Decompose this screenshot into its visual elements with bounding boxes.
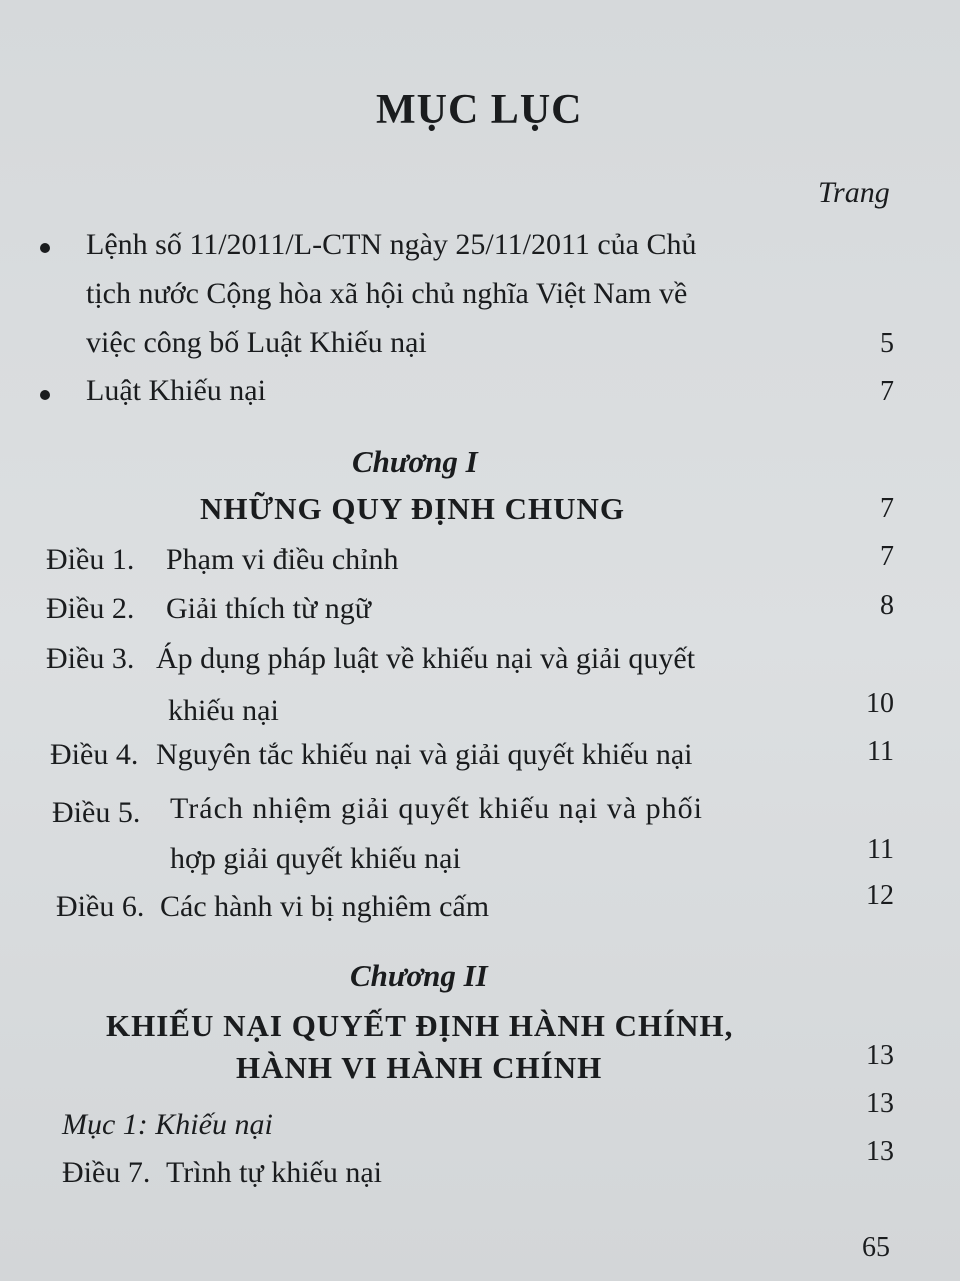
article-label: Điều 3. xyxy=(46,642,135,675)
toc-page-number: 10 xyxy=(866,688,894,719)
article-title: Giải thích từ ngữ xyxy=(166,592,371,625)
toc-page-number: 8 xyxy=(880,590,894,621)
toc-page-number: 7 xyxy=(880,493,894,524)
article-title-continued: khiếu nại xyxy=(168,694,279,727)
article-title-continued: hợp giải quyết khiếu nại xyxy=(170,842,461,875)
chapter-heading-continued: HÀNH VI HÀNH CHÍNH xyxy=(236,1050,603,1085)
article-label: Điều 4. xyxy=(50,738,139,771)
article-title: Phạm vi điều chỉnh xyxy=(166,543,399,576)
chapter-heading: NHỮNG QUY ĐỊNH CHUNG xyxy=(200,491,625,526)
toc-page-number: 11 xyxy=(867,834,894,865)
toc-page-number: 7 xyxy=(880,376,894,407)
chapter-label: Chương I xyxy=(352,444,478,479)
toc-bullet-line: việc công bố Luật Khiếu nại xyxy=(86,326,427,359)
page-footer-number: 65 xyxy=(862,1232,890,1263)
toc-page-number: 11 xyxy=(867,736,894,767)
bullet-dot xyxy=(40,243,50,253)
toc-page-number: 13 xyxy=(866,1088,894,1119)
chapter-heading: KHIẾU NẠI QUYẾT ĐỊNH HÀNH CHÍNH, xyxy=(106,1008,734,1043)
article-label: Điều 2. xyxy=(46,592,135,625)
toc-bullet-line: Lệnh số 11/2011/L-CTN ngày 25/11/2011 của Chủ xyxy=(86,228,697,261)
toc-page-number: 7 xyxy=(880,541,894,572)
article-label: Điều 7. xyxy=(62,1156,151,1189)
toc-page-number: 5 xyxy=(880,328,894,359)
article-title: Trách nhiệm giải quyết khiếu nại và phối xyxy=(170,792,703,825)
article-title: Các hành vi bị nghiêm cấm xyxy=(160,890,490,923)
toc-bullet-line: Luật Khiếu nại xyxy=(86,374,266,407)
bullet-dot xyxy=(40,390,50,400)
section-title: Mục 1: Khiếu nại xyxy=(62,1108,273,1141)
page-column-label: Trang xyxy=(818,176,890,209)
toc-page-number: 12 xyxy=(866,880,894,911)
chapter-label: Chương II xyxy=(350,958,488,993)
article-title: Nguyên tắc khiếu nại và giải quyết khiếu nại xyxy=(156,738,693,771)
article-title: Trình tự khiếu nại xyxy=(166,1156,382,1189)
article-label: Điều 1. xyxy=(46,543,135,576)
toc-page-number: 13 xyxy=(866,1040,894,1071)
article-label: Điều 6. xyxy=(56,890,145,923)
toc-bullet-line: tịch nước Cộng hòa xã hội chủ nghĩa Việt Nam về xyxy=(86,277,688,310)
article-title: Áp dụng pháp luật về khiếu nại và giải quyết xyxy=(156,642,696,675)
toc-page-number: 13 xyxy=(866,1136,894,1167)
toc-title: MỤC LỤC xyxy=(376,87,583,133)
article-label: Điều 5. xyxy=(52,796,141,829)
